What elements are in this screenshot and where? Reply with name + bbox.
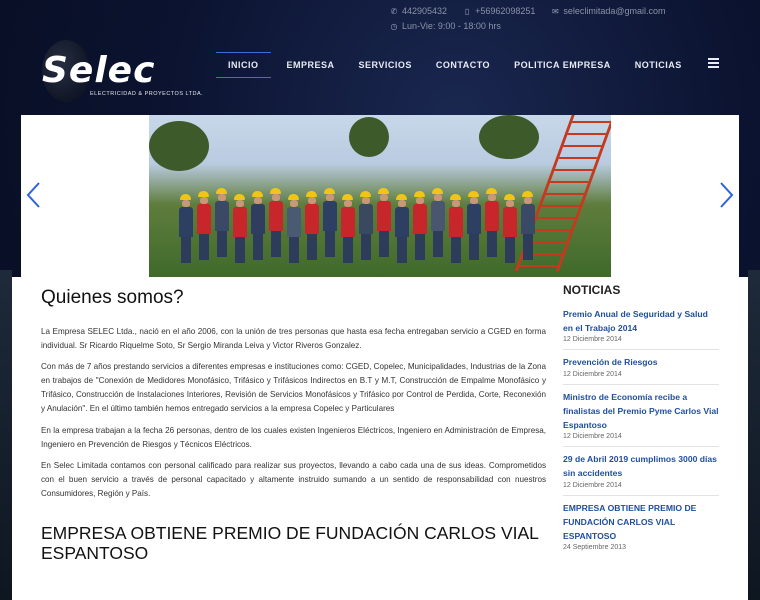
news-date: 24 Septiembre 2013 <box>563 544 627 552</box>
news-date: 12 Diciembre 2014 <box>563 433 622 441</box>
worker-figure <box>197 191 211 260</box>
email-icon: ✉ <box>552 6 559 16</box>
page-title: Quienes somos? <box>41 287 184 308</box>
news-date: 12 Diciembre 2014 <box>563 481 622 489</box>
article-title[interactable]: EMPRESA OBTIENE PREMIO DE FUNDACIÓN CARLOS VIAL ESPANTOSO <box>41 523 539 564</box>
worker-figure <box>179 194 193 263</box>
worker-figure <box>503 194 517 263</box>
nav-noticias[interactable]: NOTICIAS <box>634 60 682 70</box>
chevron-left-icon[interactable] <box>25 181 41 209</box>
paragraph: En la empresa trabajan a la fecha 26 personas, dentro de los cuales existen Ingenieros Eléctricos, Ingeniero en Administración de Empresa, Ingeniero en Prevención de Riesgos y Técnicos Eléctricos. <box>41 425 546 449</box>
content-area <box>12 277 748 600</box>
news-link[interactable]: 29 de Abril 2019 cumplimos 3000 días sin accidentes <box>563 454 717 479</box>
news-link[interactable]: EMPRESA OBTIENE PREMIO DE FUNDACIÓN CARLOS VIAL ESPANTOSO <box>563 502 697 542</box>
news-date: 12 Diciembre 2014 <box>563 336 622 344</box>
paragraph: Con más de 7 años prestando servicios a diferentes empresas e instituciones como: CGED, Copelec, Municipalidades, Industrias de la Zona en trabajos de "Conexión de Medidores Monofásico, Trifásico y Trifásicos Indirectos en B.T y M.T, Construcción de Empalme Monofásico y Trifásico, Construcción de Instalaciones Interiores, Revisión de Servicios Monofásicos y Trifásico por Control de Perdida, Corte, Reconexión y Anulación". En el último también hemos entregado servicios a la empresa Copelec y Particulares <box>41 362 546 414</box>
logo-wordmark: Selec <box>42 50 156 91</box>
background-side-left <box>0 270 12 600</box>
worker-figure <box>467 191 481 260</box>
tree <box>349 117 389 157</box>
sidebar-title: NOTICIAS <box>563 283 621 297</box>
worker-figure <box>449 194 463 263</box>
worker-figure <box>269 188 283 257</box>
nav-empresa[interactable]: EMPRESA <box>286 60 335 70</box>
news-item <box>563 350 719 384</box>
mobile-icon: ▯ <box>464 6 470 16</box>
worker-figure <box>431 188 445 257</box>
worker-figure <box>323 188 337 257</box>
worker-figure <box>215 188 229 257</box>
worker-figure <box>521 191 535 260</box>
news-item <box>563 496 719 558</box>
worker-figure <box>305 191 319 260</box>
contact-hours: ◷ Lun-Vie: 9:00 - 18:00 hrs <box>390 21 501 31</box>
contact-mobile[interactable]: ▯ +56962098251 <box>464 6 536 16</box>
news-link[interactable]: Premio Anual de Seguridad y Salud en el Trabajo 2014 <box>563 309 708 334</box>
slide-photo <box>149 115 611 277</box>
worker-figure <box>251 191 265 260</box>
worker-figure <box>377 188 391 257</box>
worker-figure <box>287 194 301 263</box>
tree <box>149 121 209 171</box>
paragraph: En Selec Limitada contamos con personal calificado para realizar sus proyectos, llevando a cabo cada una de sus ideas. Comprometidos con el buen servicio a través de personal capacitado y altamente instruido sumando a un sentido de responsabilidad con nuestros Consumidores, Región y País. <box>41 460 546 498</box>
background-side-right <box>748 270 760 600</box>
news-item <box>563 307 719 350</box>
contact-bar <box>390 6 666 16</box>
paragraph: La Empresa SELEC Ltda., nació en el año 2006, con la unión de tres personas que hasta esa fecha entregaban servicio a CGED en forma individual. Sr Ricardo Riquelme Soto, Sr Sergio Miranda Leiva y Victor Riveros Gonzalez. <box>41 327 546 351</box>
tree <box>479 115 539 159</box>
news-sidebar <box>563 283 719 557</box>
phone-icon: ✆ <box>390 6 398 16</box>
contact-phone[interactable]: ✆ 442905432 <box>390 6 448 16</box>
worker-figure <box>341 194 355 263</box>
nav-inicio[interactable]: INICIO <box>216 52 271 78</box>
worker-figure <box>485 188 499 257</box>
worker-figure <box>359 191 373 260</box>
contact-email[interactable]: ✉ seleclimitada@gmail.com <box>552 6 666 16</box>
news-link[interactable]: Prevención de Riesgos <box>563 357 658 368</box>
main-nav <box>216 52 694 78</box>
site-logo[interactable] <box>40 44 205 104</box>
main-column <box>41 287 546 563</box>
chevron-right-icon[interactable] <box>719 181 735 209</box>
nav-politica-empresa[interactable]: POLITICA EMPRESA <box>514 60 611 70</box>
logo-tagline: ELECTRICIDAD & PROYECTOS LTDA. <box>90 91 204 97</box>
news-item <box>563 447 719 495</box>
menu-icon[interactable] <box>708 58 719 70</box>
news-date: 12 Diciembre 2014 <box>563 370 622 378</box>
worker-figure <box>413 191 427 260</box>
nav-servicios[interactable]: SERVICIOS <box>358 60 412 70</box>
worker-figure <box>395 194 409 263</box>
news-item <box>563 385 719 448</box>
clock-icon: ◷ <box>390 21 398 31</box>
worker-figure <box>233 194 247 263</box>
hero-slider <box>21 115 739 277</box>
nav-contacto[interactable]: CONTACTO <box>435 60 491 70</box>
news-link[interactable]: Ministro de Economía recibe a finalistas del Premio Pyme Carlos Vial Espantoso <box>563 391 719 431</box>
